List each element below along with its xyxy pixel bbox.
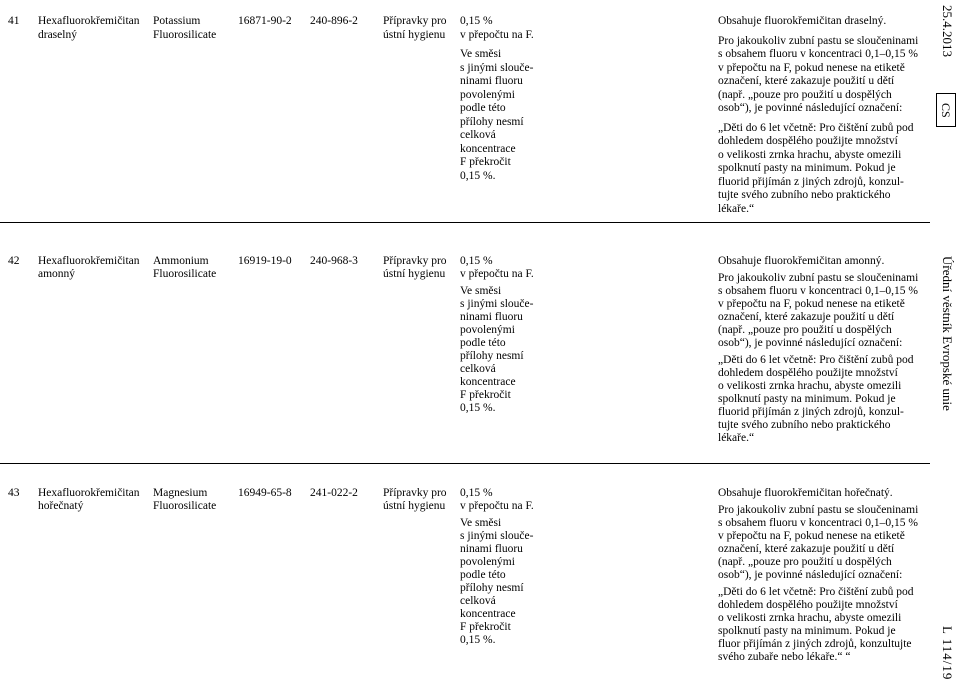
language-code: CS bbox=[939, 102, 953, 118]
label-condition bbox=[718, 272, 918, 350]
journal-title: Úřední věstník Evropské unie bbox=[940, 256, 955, 411]
concentration-limit bbox=[460, 15, 534, 42]
text-line: tujte svého zubního nebo praktického bbox=[718, 189, 891, 201]
text-line: Hexafluorokřemičitan bbox=[38, 487, 140, 499]
text-line: s obsahem fluoru v koncentraci 0,1–0,15 % bbox=[718, 285, 918, 297]
label-warnings bbox=[718, 487, 918, 664]
cas-number bbox=[238, 255, 292, 268]
text-line: fluorid přijímán z jiných zdrojů, konzul- bbox=[718, 175, 904, 188]
concentration-note bbox=[460, 517, 534, 647]
ec-number bbox=[310, 255, 358, 268]
text-line: lékaře.“ bbox=[718, 202, 755, 215]
text-line: F překročit bbox=[460, 156, 511, 168]
concentration-note bbox=[460, 48, 534, 183]
text-line: označení, které zakazuje použití u dětí bbox=[718, 311, 895, 323]
concentration-limit bbox=[460, 255, 534, 281]
label-warning-text bbox=[718, 354, 918, 445]
label-warning-text bbox=[718, 122, 918, 217]
text-line: (např. „pouze pro použití u dospělých bbox=[718, 556, 892, 568]
text-line: F překročit bbox=[460, 621, 511, 633]
text-line: s jinými slouče- bbox=[460, 298, 534, 310]
text-line: Přípravky pro bbox=[383, 255, 447, 267]
entry-number-text: 43 bbox=[8, 487, 20, 499]
row-divider bbox=[0, 222, 930, 223]
text-line: Ammonium bbox=[153, 255, 209, 267]
label-lead bbox=[718, 255, 918, 268]
text-line: 0,15 %. bbox=[460, 169, 496, 182]
text-line: spolknutí pasty na minimum. Pokud je bbox=[718, 162, 896, 174]
text-line: Fluorosilicate bbox=[153, 28, 217, 41]
entry-number bbox=[8, 15, 20, 29]
row-divider bbox=[0, 463, 930, 464]
text-line: povolenými bbox=[460, 324, 515, 336]
cas-number bbox=[238, 487, 292, 500]
publication-date: 25.4.2013 bbox=[940, 5, 955, 57]
ec-number-text: 240-896-2 bbox=[310, 15, 358, 27]
entry-number bbox=[8, 255, 20, 268]
text-line: podle této bbox=[460, 337, 506, 349]
text-line: koncentrace bbox=[460, 376, 516, 388]
entry-number bbox=[8, 487, 20, 500]
text-line: dohledem dospělého použijte množství bbox=[718, 135, 898, 147]
text-line: ústní hygienu bbox=[383, 500, 446, 512]
text-line: povolenými bbox=[460, 88, 515, 101]
inci-name bbox=[153, 15, 216, 42]
text-line: 0,15 % bbox=[460, 487, 493, 499]
text-line: spolknutí pasty na minimum. Pokud je bbox=[718, 393, 896, 405]
max-concentration bbox=[460, 487, 534, 647]
text-line: tujte svého zubního nebo praktického bbox=[718, 419, 891, 431]
concentration-limit bbox=[460, 487, 534, 513]
entry-number-text: 42 bbox=[8, 255, 20, 267]
label-warning-text bbox=[718, 586, 918, 664]
text-line: podle této bbox=[460, 102, 506, 114]
text-line: 0,15 % bbox=[460, 15, 493, 27]
chemical-name bbox=[38, 15, 140, 42]
text-line: celková bbox=[460, 129, 496, 141]
text-line: označení, které zakazuje použití u dětí bbox=[718, 543, 895, 555]
text-line: Hexafluorokřemičitan bbox=[38, 255, 140, 267]
text-line: v přepočtu na F. bbox=[460, 268, 534, 280]
cas-number-text: 16871-90-2 bbox=[238, 15, 292, 27]
text-line: ninami fluoru bbox=[460, 543, 523, 555]
text-line: v přepočtu na F, pokud nenese na etiketě bbox=[718, 61, 905, 74]
text-line: koncentrace bbox=[460, 608, 516, 620]
text-line: s jinými slouče- bbox=[460, 530, 534, 542]
text-line: Pro jakoukoliv zubní pastu se sloučeninami bbox=[718, 34, 919, 47]
text-line: „Děti do 6 let včetně: Pro čištění zubů pod bbox=[718, 586, 914, 598]
ec-number-text: 241-022-2 bbox=[310, 487, 358, 499]
text-line: povolenými bbox=[460, 556, 515, 568]
text-line: v přepočtu na F, pokud nenese na etiketě bbox=[718, 530, 905, 542]
text-line: ústní hygienu bbox=[383, 268, 446, 280]
text-line: ninami fluoru bbox=[460, 75, 523, 87]
cas-number bbox=[238, 15, 292, 29]
text-line: draselný bbox=[38, 28, 77, 41]
text-line: svého zubaře nebo lékaře.“ “ bbox=[718, 651, 851, 663]
label-lead bbox=[718, 15, 918, 29]
chemical-name bbox=[38, 487, 140, 513]
text-line: v přepočtu na F. bbox=[460, 500, 534, 512]
label-warnings bbox=[718, 255, 918, 445]
product-type bbox=[383, 487, 447, 513]
text-line: fluor přijímán z jiných zdrojů, konzultujte bbox=[718, 638, 912, 650]
text-line: 0,15 % bbox=[460, 255, 493, 267]
ec-number bbox=[310, 487, 358, 500]
text-line: „Děti do 6 let včetně: Pro čištění zubů pod bbox=[718, 121, 914, 134]
text-line: „Děti do 6 let včetně: Pro čištění zubů pod bbox=[718, 354, 914, 366]
text-line: lékaře.“ bbox=[718, 432, 755, 444]
text-line: přílohy nesmí bbox=[460, 582, 524, 594]
text-line: v přepočtu na F. bbox=[460, 28, 534, 41]
text-line: fluorid přijímán z jiných zdrojů, konzul- bbox=[718, 406, 904, 418]
text-line: koncentrace bbox=[460, 142, 516, 155]
cas-number-text: 16919-19-0 bbox=[238, 255, 292, 267]
product-type bbox=[383, 15, 447, 42]
text-line: F překročit bbox=[460, 389, 511, 401]
text-line: 0,15 %. bbox=[460, 402, 496, 414]
concentration-note bbox=[460, 285, 534, 415]
text-line: Fluorosilicate bbox=[153, 268, 217, 280]
text-line: amonný bbox=[38, 268, 76, 280]
inci-name bbox=[153, 487, 216, 513]
text-line: celková bbox=[460, 363, 496, 375]
text-line: s jinými slouče- bbox=[460, 61, 534, 74]
text-line: Pro jakoukoliv zubní pastu se sloučeninami bbox=[718, 504, 919, 516]
language-badge bbox=[936, 93, 956, 127]
label-lead bbox=[718, 487, 918, 500]
text-line: ústní hygienu bbox=[383, 28, 446, 41]
text-line: (např. „pouze pro použití u dospělých bbox=[718, 88, 892, 101]
table-row bbox=[0, 487, 930, 687]
max-concentration bbox=[460, 255, 534, 415]
text-line: přílohy nesmí bbox=[460, 115, 524, 128]
text-line: Ve směsi bbox=[460, 517, 502, 529]
text-line: Ve směsi bbox=[460, 48, 502, 60]
text-line: Fluorosilicate bbox=[153, 500, 217, 512]
max-concentration bbox=[460, 15, 534, 183]
chemical-name bbox=[38, 255, 140, 281]
label-lead-text: Obsahuje fluorokřemičitan hořečnatý. bbox=[718, 487, 893, 499]
text-line: přílohy nesmí bbox=[460, 350, 524, 362]
text-line: o velikosti zrnka hrachu, abyste omezili bbox=[718, 148, 902, 161]
text-line: hořečnatý bbox=[38, 500, 84, 512]
text-line: označení, které zakazuje použití u dětí bbox=[718, 75, 895, 87]
ec-number-text: 240-968-3 bbox=[310, 255, 358, 267]
text-line: osob“), je povinné následující označení: bbox=[718, 569, 903, 581]
cas-number-text: 16949-65-8 bbox=[238, 487, 292, 499]
label-lead-text: Obsahuje fluorokřemičitan amonný. bbox=[718, 255, 885, 267]
label-condition bbox=[718, 35, 918, 116]
text-line: ninami fluoru bbox=[460, 311, 523, 323]
text-line: dohledem dospělého použijte množství bbox=[718, 367, 898, 379]
text-line: Potassium bbox=[153, 15, 201, 27]
product-type bbox=[383, 255, 447, 281]
text-line: osob“), je povinné následující označení: bbox=[718, 337, 903, 349]
text-line: Magnesium bbox=[153, 487, 208, 499]
text-line: 0,15 %. bbox=[460, 634, 496, 646]
text-line: Hexafluorokřemičitan bbox=[38, 15, 140, 27]
label-warnings bbox=[718, 15, 918, 216]
page-reference: L 114/19 bbox=[940, 626, 955, 681]
entry-number-text: 41 bbox=[8, 15, 20, 27]
text-line: spolknutí pasty na minimum. Pokud je bbox=[718, 625, 896, 637]
inci-name bbox=[153, 255, 216, 281]
text-line: Pro jakoukoliv zubní pastu se sloučeninami bbox=[718, 272, 919, 284]
text-line: v přepočtu na F, pokud nenese na etiketě bbox=[718, 298, 905, 310]
text-line: o velikosti zrnka hrachu, abyste omezili bbox=[718, 612, 902, 624]
label-condition bbox=[718, 504, 918, 582]
text-line: celková bbox=[460, 595, 496, 607]
table-row bbox=[0, 255, 930, 455]
text-line: Ve směsi bbox=[460, 285, 502, 297]
text-line: Přípravky pro bbox=[383, 15, 447, 27]
text-line: Přípravky pro bbox=[383, 487, 447, 499]
table-row bbox=[0, 15, 930, 215]
text-line: osob“), je povinné následující označení: bbox=[718, 102, 903, 114]
text-line: o velikosti zrnka hrachu, abyste omezili bbox=[718, 380, 902, 392]
ec-number bbox=[310, 15, 358, 29]
label-lead-text: Obsahuje fluorokřemičitan draselný. bbox=[718, 15, 887, 27]
text-line: s obsahem fluoru v koncentraci 0,1–0,15 % bbox=[718, 48, 918, 60]
text-line: podle této bbox=[460, 569, 506, 581]
text-line: (např. „pouze pro použití u dospělých bbox=[718, 324, 892, 336]
text-line: s obsahem fluoru v koncentraci 0,1–0,15 % bbox=[718, 517, 918, 529]
text-line: dohledem dospělého použijte množství bbox=[718, 599, 898, 611]
